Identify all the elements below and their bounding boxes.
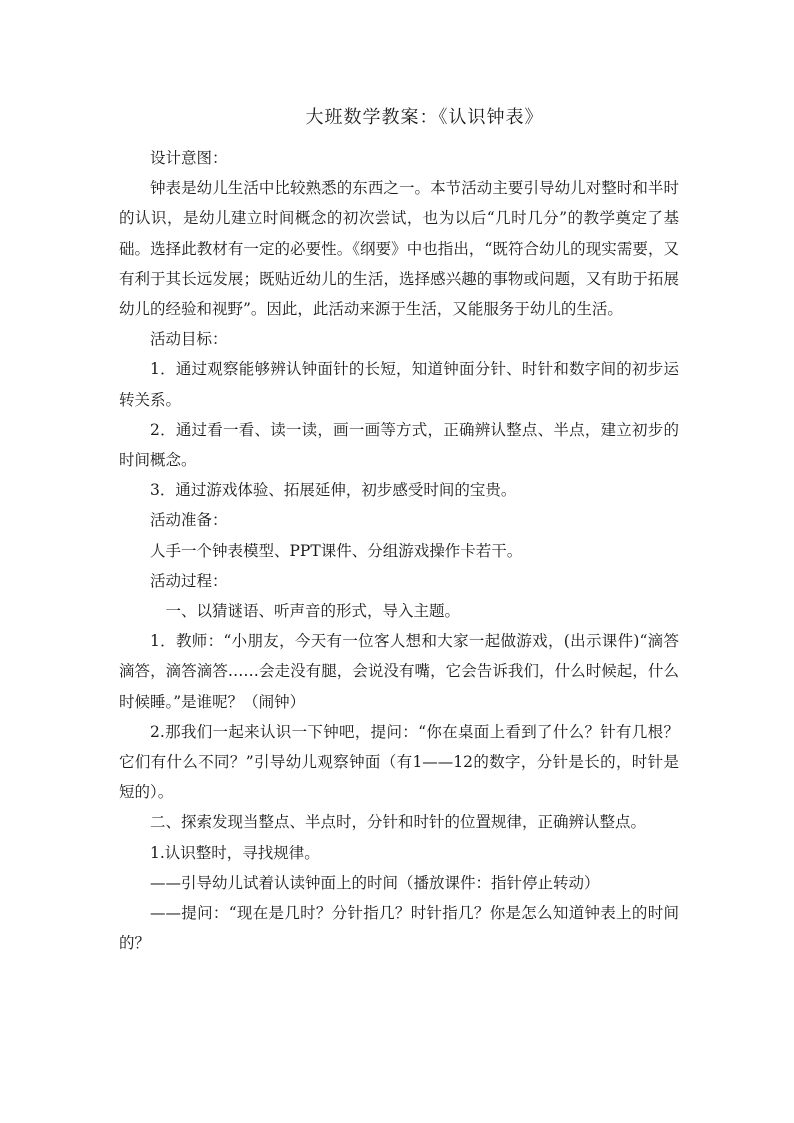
paragraph-preparation: 人手一个钟表模型、PPT课件、分组游戏操作卡若干。	[150, 541, 523, 560]
goal-item-2: 2．通过看一看、读一读，画一画等方式，正确辨认整点、半点，建立初步的时间概念。	[119, 420, 679, 470]
document-body	[119, 143, 679, 958]
process-sub-1: 1.认识整时，寻找规律。	[150, 843, 320, 862]
process-section-1: 一、以猜谜语、听声音的形式，导入主题。	[165, 602, 461, 621]
heading-design-intent: 设计意图：	[150, 149, 228, 167]
process-step-1: 1．教师：“小朋友，今天有一位客人想和大家一起做游戏，(出示课件)“滴答滴答，滴答滴答……会走没有腿，会说没有嘴，它会告诉我们，什么时候起，什么时候睡。”是谁呢？（闹钟）	[119, 632, 679, 711]
process-section-2: 二、探索发现当整点、半点时，分针和时针的位置规律，正确辨认整点。	[150, 813, 647, 832]
process-step-2: 2.那我们一起来认识一下钟吧，提问：“你在桌面上看到了什么？针有几根？它们有什么不同？”引导幼儿观察钟面（有1——12的数字，分针是长的，时针是短的）。	[119, 722, 679, 802]
process-dash-1: ——引导幼儿试着认读钟面上的时间（播放课件：指针停止转动）	[150, 873, 600, 892]
goal-item-1: 1．通过观察能够辨认钟面针的长短，知道钟面分针、时针和数字间的初步运转关系。	[119, 360, 679, 409]
heading-activity-process: 活动过程：	[150, 571, 228, 590]
heading-activity-goals: 活动目标：	[150, 330, 228, 349]
process-dash-2: ——提问：“现在是几时？分针指几？时针指几？你是怎么知道钟表上的时间的？	[119, 904, 679, 953]
document-title: 大班数学教案：《认识钟表》	[305, 107, 544, 128]
heading-activity-preparation: 活动准备：	[150, 511, 228, 530]
goal-item-3: 3．通过游戏体验、拓展延伸，初步感受时间的宝贵。	[150, 481, 517, 500]
paragraph-design-intent: 钟表是幼儿生活中比较熟悉的东西之一。本节活动主要引导幼儿对整时和半时的认识，是幼儿建立时间概念的初次尝试，也为以后“几时几分”的教学奠定了基础。选择此教材有一定的必要性。《纲要》中也指出，“既符合幼儿的现实需要，又有利于其长远发展；既贴近幼儿的生活，选择感兴趣的事物或问题，又有助于拓展幼儿的经验和视野”。因此，此活动来源于生活，又能服务于幼儿的生活。	[119, 179, 679, 319]
